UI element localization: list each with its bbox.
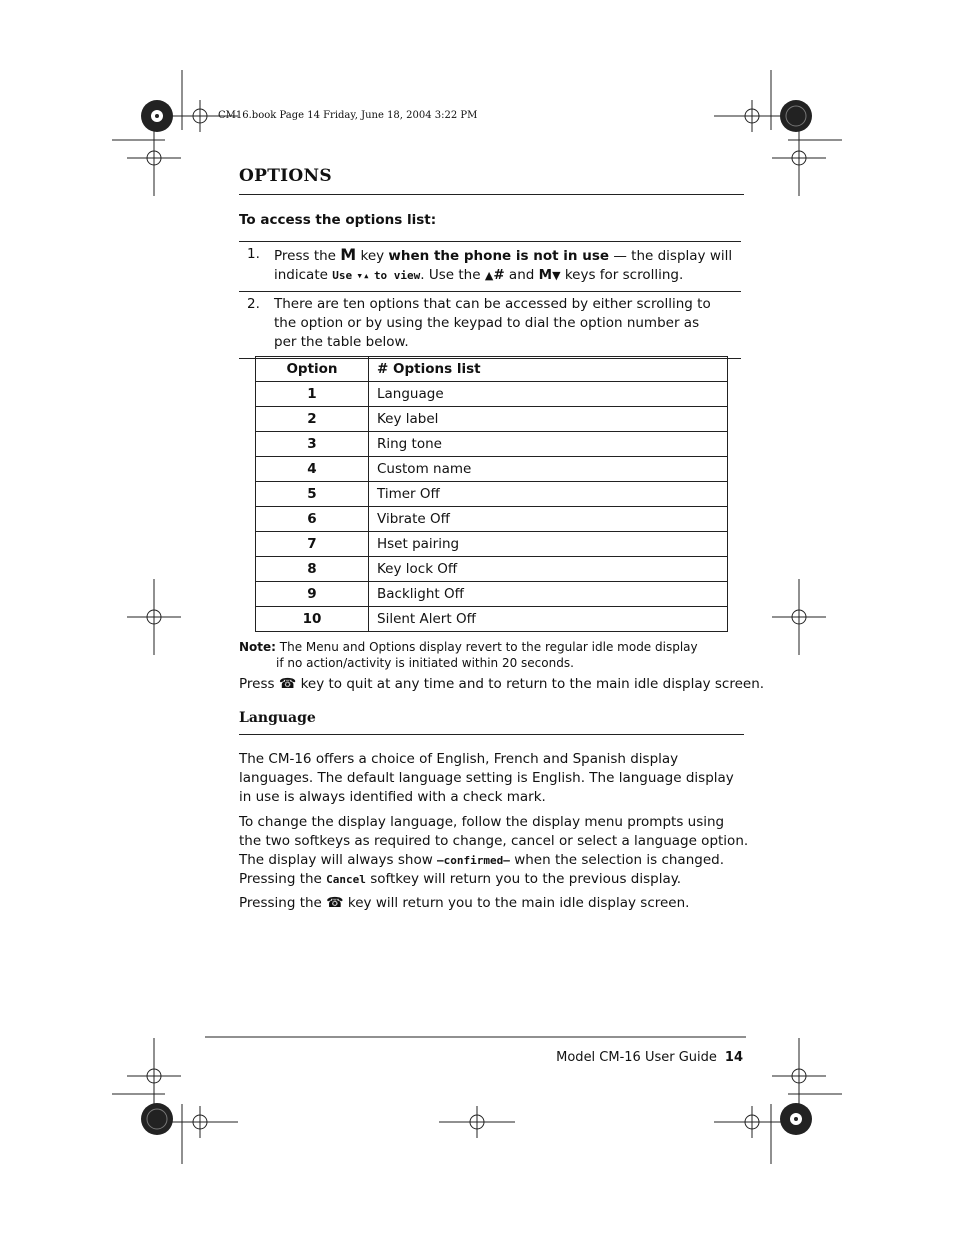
note: [239, 639, 739, 671]
option-number-cell: 9: [256, 582, 369, 607]
table-row: [256, 457, 728, 482]
option-name-cell: Silent Alert Off: [369, 607, 728, 632]
option-name-cell: Key label: [369, 407, 728, 432]
title-rule: [239, 194, 744, 195]
step-1: [239, 241, 741, 291]
language-heading: Language: [239, 710, 316, 726]
option-name-cell: Backlight Off: [369, 582, 728, 607]
step-text: Press the M key when the phone is not in use — the display will indicate Use ▾▴ to view. Use the ▲# and M▼ keys for scrolling.: [274, 245, 733, 283]
option-name-cell: Timer Off: [369, 482, 728, 507]
lcd-use-text: Use: [332, 269, 353, 282]
page-number: 14: [724, 1050, 743, 1065]
language-paragraph-1: The CM-16 offers a choice of English, French and Spanish display languages. The default language setting is English. The language display in use is always identified with a check mark.: [239, 751, 734, 805]
table-row: [256, 482, 728, 507]
table-row: [256, 507, 728, 532]
lcd-confirmed-text: –confirmed–: [437, 854, 510, 867]
column-header-option: Option: [256, 357, 369, 382]
step-emphasis: when the phone is not in use: [388, 248, 610, 264]
option-number-cell: 3: [256, 432, 369, 457]
option-number-cell: 4: [256, 457, 369, 482]
language-paragraph-3: Pressing the ☎ key will return you to the main idle display screen.: [239, 895, 690, 911]
option-number-cell: 1: [256, 382, 369, 407]
printer-header: CM16.book Page 14 Friday, June 18, 2004 3:22 PM: [218, 110, 478, 121]
column-header-options-list: # Options list: [369, 357, 728, 382]
option-number-cell: 7: [256, 532, 369, 557]
note-line-2: if no action/activity is initiated within 20 seconds.: [276, 656, 574, 670]
step-text: There are ten options that can be accessed by either scrolling to the option or by using the keypad to dial the option number as per the table below.: [274, 296, 711, 350]
table-row: [256, 582, 728, 607]
step-number: 1.: [247, 246, 260, 262]
option-name-cell: Custom name: [369, 457, 728, 482]
language-rule: [239, 734, 744, 735]
page-title: OPTIONS: [239, 166, 332, 186]
page-footer: [556, 1050, 743, 1065]
option-number-cell: 10: [256, 607, 369, 632]
step-2: [239, 291, 741, 359]
steps-list: [239, 241, 741, 359]
step-number: 2.: [247, 296, 260, 312]
press-end-key-text: Press ☎ key to quit at any time and to return to the main idle display screen.: [239, 676, 765, 692]
options-table: [255, 356, 728, 632]
end-call-icon: ☎: [326, 895, 344, 911]
footer-guide-title: Model CM-16 User Guide: [556, 1050, 717, 1065]
language-paragraph-2: To change the display language, follow the display menu prompts using the two softkeys as required to change, cancel or select a language option. The display will always show –confirmed– when the selection is changed. Pressing the Cancel softkey will return you to the previous display.: [239, 814, 749, 887]
option-name-cell: Hset pairing: [369, 532, 728, 557]
note-line-1: The Menu and Options display revert to the regular idle mode display: [275, 640, 698, 654]
note-label: Note:: [239, 640, 276, 654]
option-name-cell: Vibrate Off: [369, 507, 728, 532]
m-key-icon: M: [340, 245, 357, 264]
scroll-arrows-icon: ▾▴: [356, 269, 370, 282]
option-number-cell: 8: [256, 557, 369, 582]
lcd-cancel-text: Cancel: [326, 873, 366, 886]
table-row: [256, 532, 728, 557]
end-call-icon: ☎: [278, 676, 297, 692]
option-number-cell: 5: [256, 482, 369, 507]
option-name-cell: Key lock Off: [369, 557, 728, 582]
table-row: [256, 382, 728, 407]
table-row: [256, 432, 728, 457]
table-row: [256, 557, 728, 582]
down-key-icon: M▼: [538, 267, 561, 283]
table-row: [256, 407, 728, 432]
option-name-cell: Ring tone: [369, 432, 728, 457]
option-number-cell: 6: [256, 507, 369, 532]
table-row: [256, 607, 728, 632]
up-key-icon: ▲#: [484, 267, 505, 283]
option-name-cell: Language: [369, 382, 728, 407]
option-number-cell: 2: [256, 407, 369, 432]
table-header-row: [256, 357, 728, 382]
lcd-to-view-text: to view: [373, 269, 421, 282]
access-heading: To access the options list:: [239, 212, 437, 228]
